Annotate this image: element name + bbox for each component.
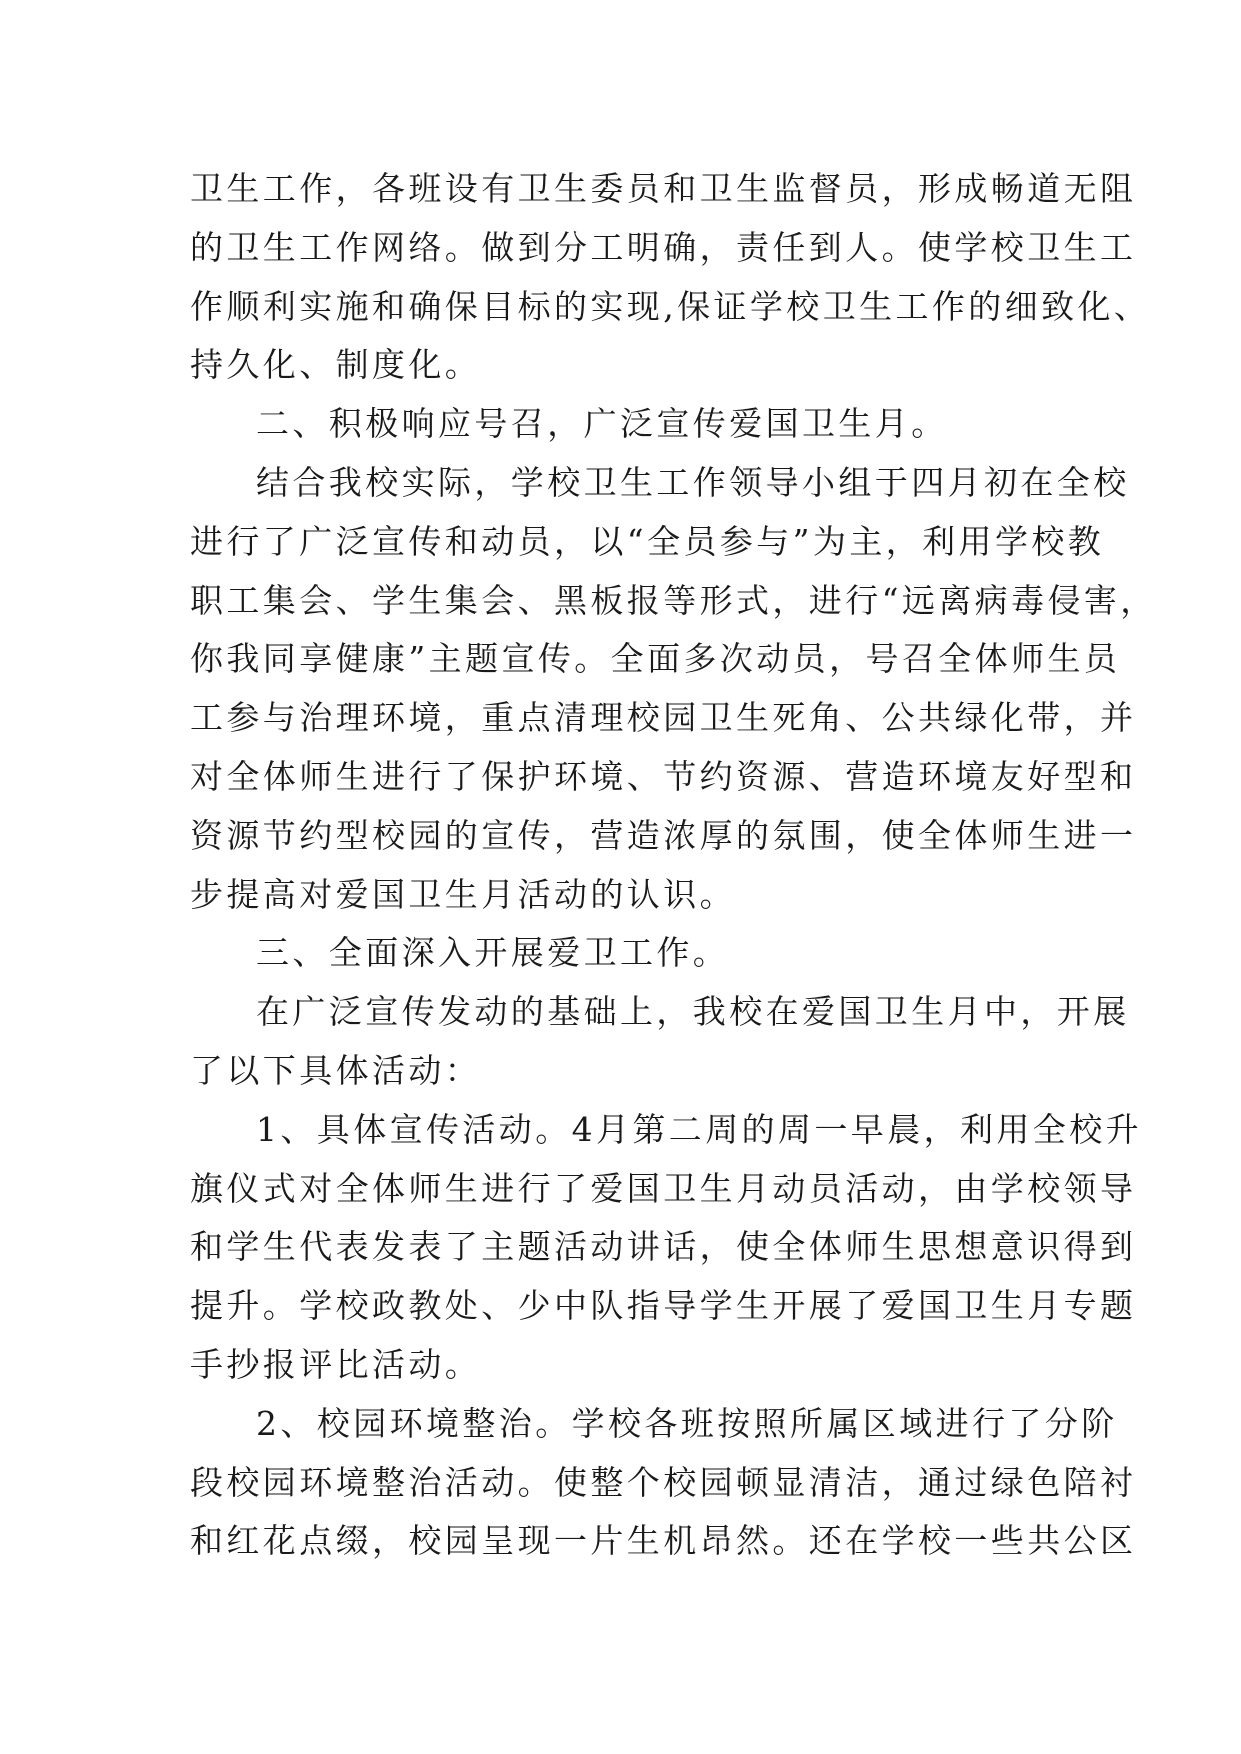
text-line: 对全体师生进行了保护环境、节约资源、营造环境友好型和 — [190, 756, 1137, 796]
text-line: 卫生工作，各班设有卫生委员和卫生监督员，形成畅道无阻 — [190, 169, 1137, 208]
text-line: 持久化、制度化。 — [190, 345, 482, 385]
text-line: 步提高对爱国卫生月活动的认识。 — [190, 874, 736, 914]
section-heading: 三、全面深入开展爱卫工作。 — [256, 933, 730, 973]
text-line: 2、校园环境整治。学校各班按照所属区域进行了分阶 — [256, 1403, 1118, 1443]
text-line: 作顺利实施和确保目标的实现,保证学校卫生工作的细致化、 — [190, 286, 1151, 326]
document-body — [190, 160, 1157, 1571]
text-line: 1、具体宣传活动。4月第二周的周一早晨，利用全校升 — [256, 1109, 1142, 1149]
text-line: 的卫生工作网络。做到分工明确，责任到人。使学校卫生工 — [190, 227, 1137, 267]
text-line: 段校园环境整治活动。使整个校园顿显清洁，通过绿色陪衬 — [190, 1462, 1137, 1502]
text-line: 手抄报评比活动。 — [190, 1344, 482, 1384]
text-line: 进行了广泛宣传和动员，以“全员参与”为主，利用学校教 — [190, 521, 1105, 561]
text-line: 工参与治理环境，重点清理校园卫生死角、公共绿化带，并 — [190, 698, 1137, 738]
text-line: 在广泛宣传发动的基础上，我校在爱国卫生月中，开展 — [256, 992, 1130, 1032]
text-line: 和学生代表发表了主题活动讲话，使全体师生思想意识得到 — [190, 1227, 1137, 1267]
text-line: 职工集会、学生集会、黑板报等形式，进行“远离病毒侵害， — [190, 580, 1157, 620]
text-line: 和红花点缀，校园呈现一片生机昂然。还在学校一些共公区 — [190, 1521, 1137, 1561]
text-line: 旗仪式对全体师生进行了爱国卫生月动员活动，由学校领导 — [190, 1168, 1137, 1208]
text-line: 你我同享健康”主题宣传。全面多次动员，号召全体师生员 — [190, 639, 1121, 679]
text-line: 了以下具体活动： — [190, 1050, 482, 1090]
section-heading: 二、积极响应号召，广泛宣传爱国卫生月。 — [256, 404, 948, 444]
text-line: 提升。学校政教处、少中队指导学生开展了爱国卫生月专题 — [190, 1286, 1137, 1326]
text-line: 结合我校实际，学校卫生工作领导小组于四月初在全校 — [256, 462, 1130, 502]
text-line: 资源节约型校园的宣传，营造浓厚的氛围，使全体师生进一 — [190, 815, 1137, 855]
